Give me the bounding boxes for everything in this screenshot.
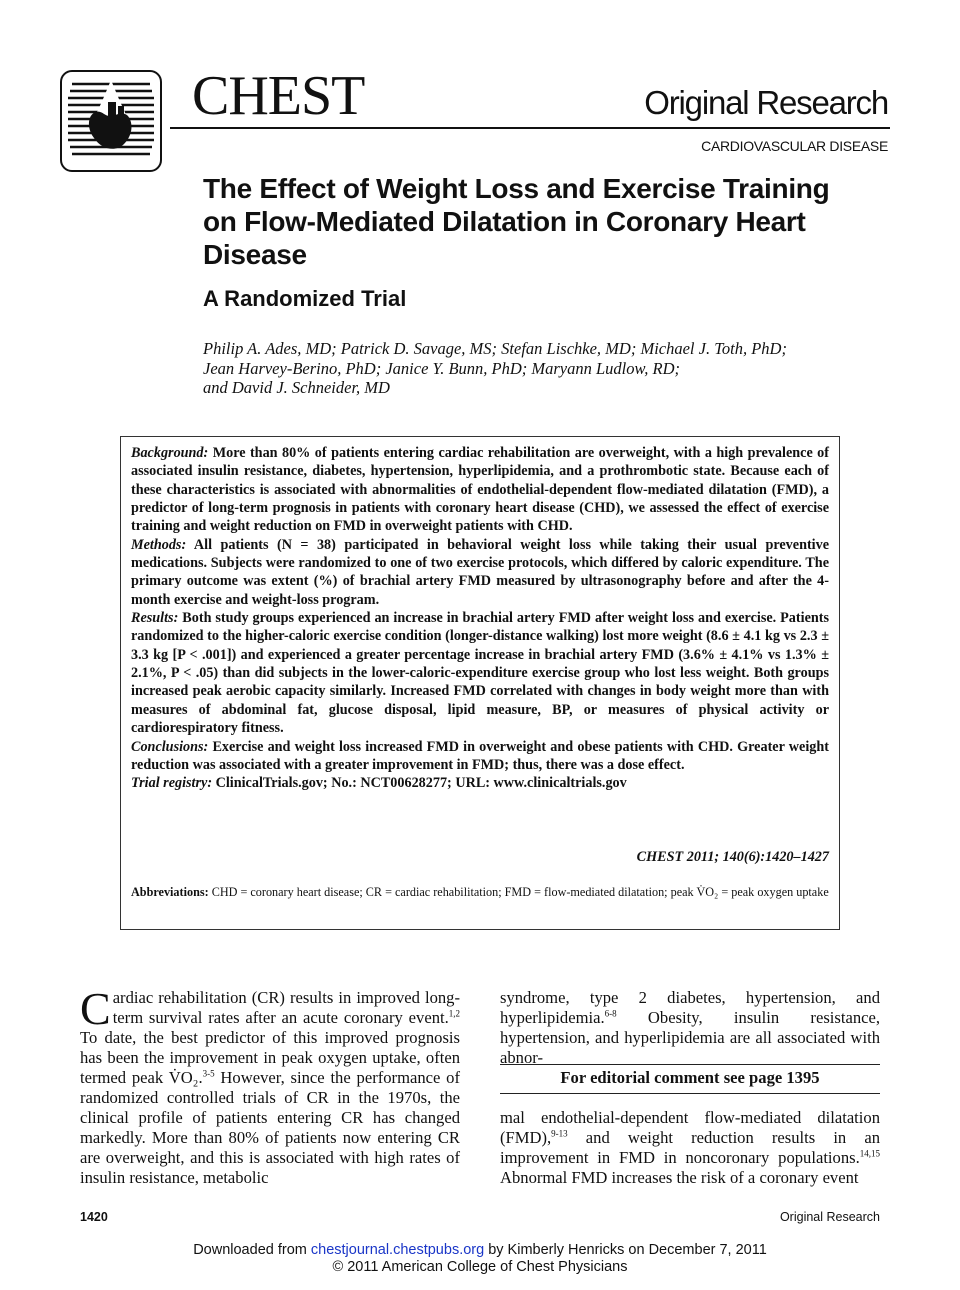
abstract-label: Methods: [131, 536, 187, 553]
footer-section-label: Original Research [779, 1210, 880, 1224]
abstract-background: Background: More than 80% of patients entering cardiac rehabilitation are overweight, with a high prevalence of associated insulin resistance, diabetes, hypertension, hyperlipidemia, and a prothrombotic state. Because each of these characteristics is associated with abnormalities of endothelial-dependent flow-mediated dilatation (FMD), a predictor of long-term prognosis in patients with coronary heart disease (CHD), we assessed the effect of exercise training and weight reduction on FMD in overweight patients with CHD. [131, 445, 829, 535]
author-line: Philip A. Ades, MD; Patrick D. Savage, MS; Stefan Lischke, MD; Michael J. Toth, PhD; [203, 339, 787, 358]
author-list [203, 339, 863, 398]
abbreviations-label: Abbreviations: [131, 885, 209, 899]
article-title: The Effect of Weight Loss and Exercise Training on Flow-Mediated Dilatation in Coronary Heart Disease [203, 173, 830, 270]
subsection-label: CARDIOVASCULAR DISEASE [701, 138, 888, 154]
download-notice: Downloaded from chestjournal.chestpubs.org by Kimberly Henricks on December 7, 2011 [193, 1242, 767, 1258]
author-line: and David J. Schneider, MD [203, 378, 390, 397]
abstract-label: Results: [131, 610, 179, 627]
abstract-results: Results: Both study groups experienced an increase in brachial artery FMD after weight loss and exercise. Patients randomized to the higher-caloric exercise condition (longer-distance walking) lost more weight (8.6 ± 4.1 kg vs 2.3 ± 3.3 kg [P < .001]) and experienced a greater percentage increase in brachial artery FMD (3.6% ± 4.1% vs 1.3% ± 2.1%, P < .05) than did subjects in the lower-caloric-expenditure exercise group who lost less weight. Both groups increased peak aerobic capacity similarly. Increased FMD correlated with changes in body weight more than with measures of abdominal fat, glucose disposal, lipid measure, BP, or measures of physical activity or cardiorespiratory fitness. [131, 610, 830, 737]
abstract-methods: Methods: All patients (N = 38) participated in behavioral weight loss while taking their usual preventive medications. Subjects were randomized to one of two exercise protocols, which differed by caloric expenditure. The primary outcome was extent (%) of brachial artery FMD measured by ultrasonography before and after the 4-month exercise and weight-loss program. [131, 536, 830, 608]
body-column-right-top: syndrome, type 2 diabetes, hypertension, and hyperlipidemia.$^{6-8}$ Obesity, insulin resistance, hypertension, and hyperlipidemia are all associated with abnor- [500, 988, 880, 1067]
chest-heart-lungs-icon [62, 72, 160, 170]
abstract-label: Conclusions: [131, 738, 209, 755]
journal-citation: CHEST 2011; 140(6):1420–1427 [636, 849, 829, 865]
citation-ref: 3-5 [202, 1068, 215, 1079]
abbreviations: Abbreviations: CHD = coronary heart disease; CR = cardiac rehabilitation; FMD = flow-mediated dilatation; peak V̇O₂ = peak oxygen uptake [131, 885, 829, 899]
citation-ref: 6-8 [604, 1008, 617, 1019]
abstract-label: Background: [131, 445, 209, 461]
copyright-notice: © 2011 American College of Chest Physicians [332, 1259, 628, 1275]
editorial-comment-link[interactable]: For editorial comment see page 1395 [500, 1064, 880, 1094]
citation-ref: 1,2 [448, 1008, 460, 1019]
body-column-left: Cardiac rehabilitation (CR) results in improved long-term survival rates after an acute coronary event.$^{1,2}$ To date, the best predictor of this improved prognosis has been the improvement in peak oxygen uptake, often termed peak V̇O₂.$^{3-5}$ However, since the performance of randomized controlled trials of CR in the 1970s, the clinical profile of patients entering CR has changed markedly. More than 80% of patients now entering CR are overweight, and this is associated with high rates of insulin resistance, metabolic [80, 983, 460, 1187]
article-subtitle: A Randomized Trial [203, 286, 407, 311]
abstract-conclusions: Conclusions: Exercise and weight loss increased FMD in overweight and obese patients with CHD. Greater weight reduction was associated with a greater improvement in FMD; thus, there was a dose effect. [131, 738, 829, 773]
citation-ref: 14,15 [859, 1148, 880, 1159]
abstract-label: Trial registry: [131, 775, 213, 792]
journal-logo [60, 70, 162, 172]
author-line: Jean Harvey-Berino, PhD; Janice Y. Bunn, PhD; Maryann Ludlow, RD; [203, 358, 681, 378]
abstract-text [131, 444, 829, 793]
journal-site-link[interactable]: chestjournal.chestpubs.org [310, 1242, 485, 1258]
section-label: Original Research [644, 84, 888, 121]
drop-cap: C [80, 983, 111, 1034]
header-rule [170, 127, 890, 129]
citation-ref: 9-13 [551, 1128, 568, 1139]
body-column-right-bottom: mal endothelial-dependent flow-mediated dilatation (FMD),$^{9-13}$ and weight reduction results in an improvement in FMD in noncoronary populations.$^{14,15}$ Abnormal FMD increases the risk of a coronary event [500, 1108, 880, 1187]
page-number: 1420 [80, 1210, 108, 1224]
abstract-registry: Trial registry: ClinicalTrials.gov; No.: NCT00628277; URL: www.clinicaltrials.gov [131, 775, 627, 792]
journal-name: CHEST [192, 65, 365, 127]
